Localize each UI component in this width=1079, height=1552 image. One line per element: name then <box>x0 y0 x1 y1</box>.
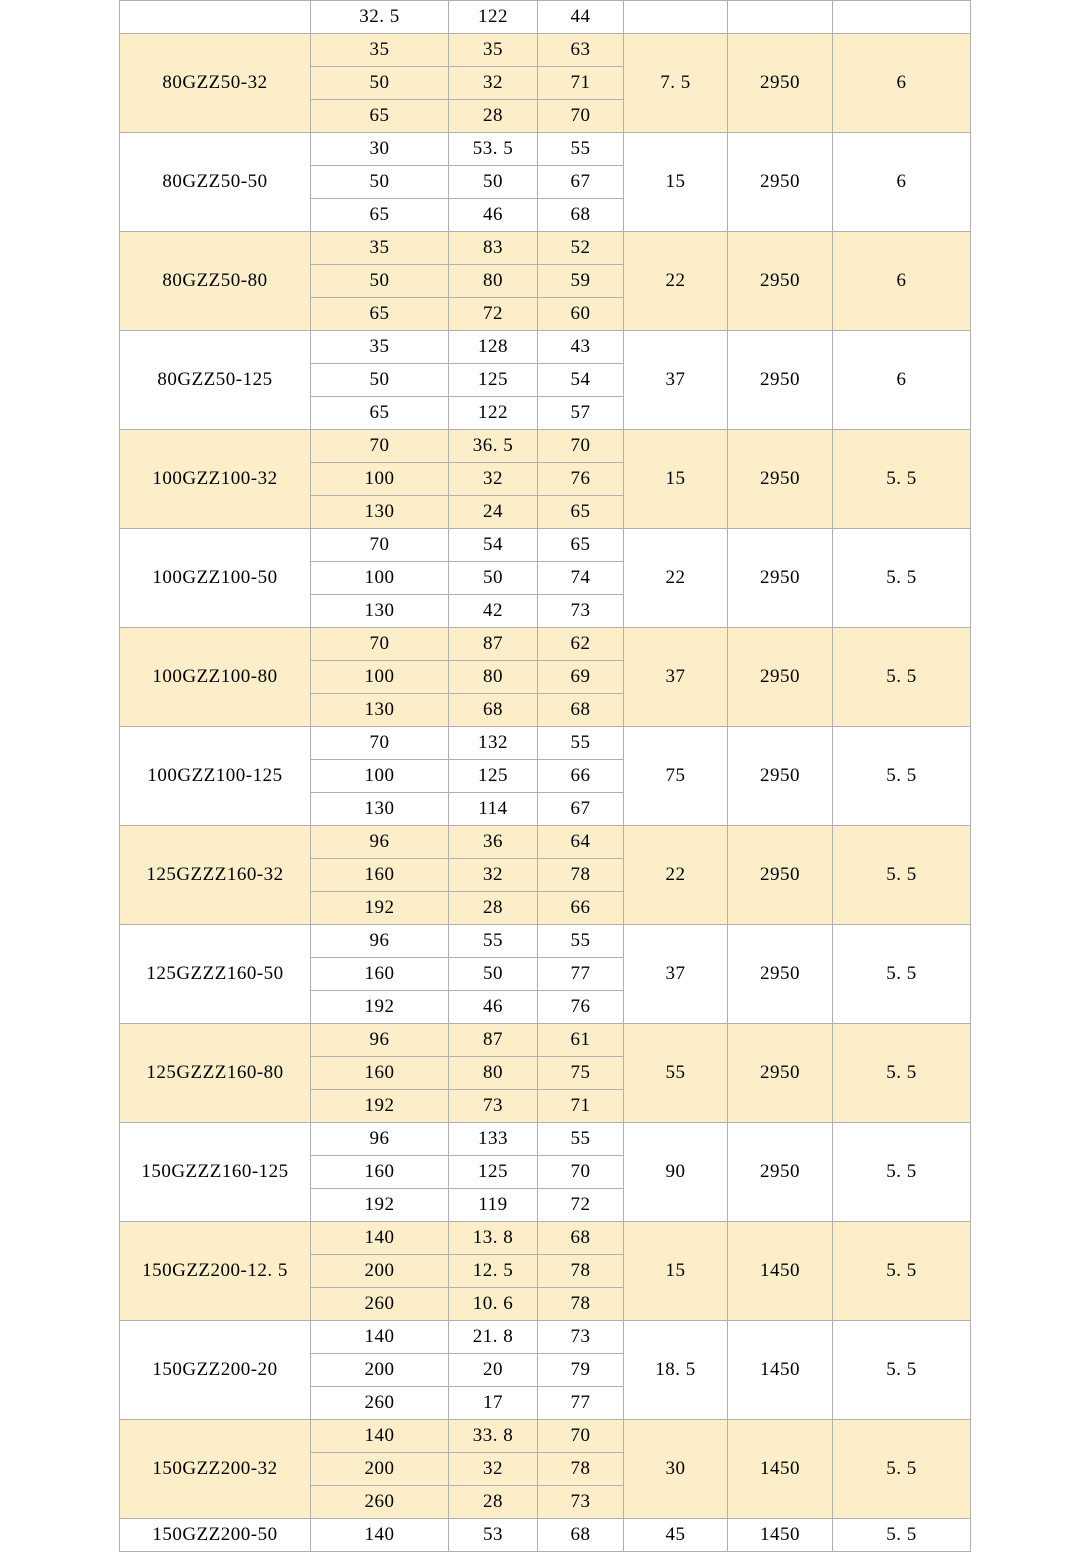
cell-head: 50 <box>449 958 538 991</box>
cell-efficiency: 70 <box>538 1420 624 1453</box>
cell-efficiency: 63 <box>538 34 624 67</box>
cell-flow: 192 <box>311 991 449 1024</box>
cell-efficiency: 61 <box>538 1024 624 1057</box>
cell-flow: 30 <box>311 133 449 166</box>
cell-flow: 50 <box>311 364 449 397</box>
cell-model: 100GZZ100-80 <box>120 628 311 727</box>
cell-flow: 260 <box>311 1486 449 1519</box>
cell-model <box>120 1 311 34</box>
cell-head: 32 <box>449 1453 538 1486</box>
cell-speed: 2950 <box>728 1123 833 1222</box>
cell-head: 114 <box>449 793 538 826</box>
cell-size: 5. 5 <box>833 529 971 628</box>
cell-head: 32 <box>449 463 538 496</box>
cell-size: 5. 5 <box>833 1420 971 1519</box>
table-row <box>120 133 971 166</box>
cell-head: 32 <box>449 67 538 100</box>
cell-power: 37 <box>624 331 728 430</box>
cell-speed: 1450 <box>728 1321 833 1420</box>
table-body <box>120 1 971 1552</box>
cell-head: 21. 8 <box>449 1321 538 1354</box>
cell-flow: 130 <box>311 694 449 727</box>
cell-model: 100GZZ100-125 <box>120 727 311 826</box>
cell-head: 133 <box>449 1123 538 1156</box>
cell-size: 5. 5 <box>833 628 971 727</box>
cell-flow: 140 <box>311 1519 449 1552</box>
cell-size: 6 <box>833 34 971 133</box>
cell-efficiency: 67 <box>538 793 624 826</box>
table-row <box>120 925 971 958</box>
cell-flow: 192 <box>311 1189 449 1222</box>
cell-power <box>624 1 728 34</box>
cell-model: 150GZZ200-32 <box>120 1420 311 1519</box>
cell-model: 125GZZZ160-32 <box>120 826 311 925</box>
cell-power: 18. 5 <box>624 1321 728 1420</box>
cell-power: 37 <box>624 925 728 1024</box>
table-row <box>120 1024 971 1057</box>
cell-efficiency: 68 <box>538 1519 624 1552</box>
cell-efficiency: 77 <box>538 1387 624 1420</box>
cell-head: 119 <box>449 1189 538 1222</box>
cell-head: 50 <box>449 166 538 199</box>
table-row <box>120 727 971 760</box>
cell-power: 22 <box>624 826 728 925</box>
cell-head: 36 <box>449 826 538 859</box>
cell-size <box>833 1 971 34</box>
table-row <box>120 1420 971 1453</box>
cell-head: 20 <box>449 1354 538 1387</box>
cell-flow: 140 <box>311 1321 449 1354</box>
cell-head: 122 <box>449 397 538 430</box>
cell-head: 122 <box>449 1 538 34</box>
cell-head: 28 <box>449 1486 538 1519</box>
cell-efficiency: 44 <box>538 1 624 34</box>
cell-efficiency: 67 <box>538 166 624 199</box>
cell-size: 5. 5 <box>833 430 971 529</box>
cell-speed: 2950 <box>728 529 833 628</box>
cell-efficiency: 68 <box>538 199 624 232</box>
cell-efficiency: 60 <box>538 298 624 331</box>
cell-efficiency: 71 <box>538 67 624 100</box>
cell-efficiency: 78 <box>538 1453 624 1486</box>
cell-efficiency: 69 <box>538 661 624 694</box>
cell-head: 132 <box>449 727 538 760</box>
cell-model: 100GZZ100-32 <box>120 430 311 529</box>
cell-efficiency: 52 <box>538 232 624 265</box>
cell-efficiency: 64 <box>538 826 624 859</box>
cell-flow: 70 <box>311 430 449 463</box>
cell-head: 68 <box>449 694 538 727</box>
cell-flow: 160 <box>311 859 449 892</box>
cell-speed: 2950 <box>728 826 833 925</box>
cell-efficiency: 55 <box>538 727 624 760</box>
cell-efficiency: 72 <box>538 1189 624 1222</box>
cell-head: 32 <box>449 859 538 892</box>
cell-power: 75 <box>624 727 728 826</box>
cell-head: 13. 8 <box>449 1222 538 1255</box>
cell-flow: 50 <box>311 166 449 199</box>
cell-power: 22 <box>624 232 728 331</box>
cell-flow: 160 <box>311 1057 449 1090</box>
cell-efficiency: 66 <box>538 892 624 925</box>
cell-speed: 2950 <box>728 727 833 826</box>
cell-efficiency: 55 <box>538 925 624 958</box>
cell-power: 15 <box>624 133 728 232</box>
cell-efficiency: 77 <box>538 958 624 991</box>
cell-power: 45 <box>624 1519 728 1552</box>
cell-head: 55 <box>449 925 538 958</box>
cell-size: 5. 5 <box>833 826 971 925</box>
cell-flow: 96 <box>311 1024 449 1057</box>
cell-model: 100GZZ100-50 <box>120 529 311 628</box>
cell-head: 73 <box>449 1090 538 1123</box>
cell-power: 22 <box>624 529 728 628</box>
cell-efficiency: 55 <box>538 133 624 166</box>
cell-size: 5. 5 <box>833 1222 971 1321</box>
cell-flow: 200 <box>311 1354 449 1387</box>
cell-power: 7. 5 <box>624 34 728 133</box>
cell-flow: 100 <box>311 562 449 595</box>
table-row <box>120 430 971 463</box>
cell-flow: 50 <box>311 67 449 100</box>
cell-power: 30 <box>624 1420 728 1519</box>
cell-flow: 35 <box>311 232 449 265</box>
cell-head: 24 <box>449 496 538 529</box>
cell-size: 5. 5 <box>833 1321 971 1420</box>
cell-flow: 200 <box>311 1453 449 1486</box>
cell-head: 46 <box>449 991 538 1024</box>
cell-efficiency: 70 <box>538 1156 624 1189</box>
cell-efficiency: 65 <box>538 496 624 529</box>
cell-head: 83 <box>449 232 538 265</box>
cell-flow: 192 <box>311 1090 449 1123</box>
cell-head: 35 <box>449 34 538 67</box>
table-row <box>120 628 971 661</box>
table-row <box>120 1 971 34</box>
cell-flow: 192 <box>311 892 449 925</box>
cell-speed: 1450 <box>728 1420 833 1519</box>
cell-size: 6 <box>833 331 971 430</box>
cell-efficiency: 57 <box>538 397 624 430</box>
cell-head: 33. 8 <box>449 1420 538 1453</box>
cell-flow: 70 <box>311 727 449 760</box>
cell-efficiency: 70 <box>538 100 624 133</box>
cell-flow: 96 <box>311 925 449 958</box>
cell-head: 80 <box>449 265 538 298</box>
cell-model: 150GZZ200-50 <box>120 1519 311 1552</box>
cell-head: 53 <box>449 1519 538 1552</box>
cell-head: 87 <box>449 628 538 661</box>
cell-efficiency: 68 <box>538 694 624 727</box>
cell-flow: 160 <box>311 1156 449 1189</box>
cell-efficiency: 78 <box>538 1288 624 1321</box>
cell-speed: 2950 <box>728 628 833 727</box>
cell-flow: 100 <box>311 760 449 793</box>
cell-power: 90 <box>624 1123 728 1222</box>
cell-efficiency: 74 <box>538 562 624 595</box>
cell-head: 53. 5 <box>449 133 538 166</box>
cell-flow: 140 <box>311 1222 449 1255</box>
cell-efficiency: 70 <box>538 430 624 463</box>
cell-speed: 1450 <box>728 1519 833 1552</box>
cell-flow: 130 <box>311 793 449 826</box>
cell-head: 28 <box>449 892 538 925</box>
cell-size: 5. 5 <box>833 1024 971 1123</box>
cell-flow: 260 <box>311 1387 449 1420</box>
cell-speed: 2950 <box>728 925 833 1024</box>
cell-flow: 35 <box>311 34 449 67</box>
cell-flow: 65 <box>311 100 449 133</box>
cell-speed: 2950 <box>728 34 833 133</box>
cell-flow: 32. 5 <box>311 1 449 34</box>
cell-efficiency: 73 <box>538 1321 624 1354</box>
cell-head: 125 <box>449 760 538 793</box>
cell-efficiency: 62 <box>538 628 624 661</box>
cell-model: 150GZZZ160-125 <box>120 1123 311 1222</box>
cell-model: 80GZZ50-80 <box>120 232 311 331</box>
cell-flow: 96 <box>311 1123 449 1156</box>
cell-speed: 2950 <box>728 331 833 430</box>
cell-efficiency: 73 <box>538 1486 624 1519</box>
cell-flow: 100 <box>311 661 449 694</box>
cell-model: 80GZZ50-50 <box>120 133 311 232</box>
cell-head: 36. 5 <box>449 430 538 463</box>
cell-efficiency: 76 <box>538 991 624 1024</box>
cell-flow: 70 <box>311 529 449 562</box>
cell-efficiency: 75 <box>538 1057 624 1090</box>
table-row <box>120 34 971 67</box>
cell-model: 80GZZ50-125 <box>120 331 311 430</box>
cell-speed: 2950 <box>728 133 833 232</box>
table-row <box>120 1321 971 1354</box>
cell-efficiency: 59 <box>538 265 624 298</box>
cell-efficiency: 55 <box>538 1123 624 1156</box>
cell-head: 54 <box>449 529 538 562</box>
table-row <box>120 826 971 859</box>
cell-size: 6 <box>833 232 971 331</box>
cell-size: 5. 5 <box>833 1123 971 1222</box>
cell-head: 72 <box>449 298 538 331</box>
cell-head: 125 <box>449 1156 538 1189</box>
cell-head: 17 <box>449 1387 538 1420</box>
cell-flow: 200 <box>311 1255 449 1288</box>
cell-power: 15 <box>624 1222 728 1321</box>
table-row <box>120 1222 971 1255</box>
cell-flow: 100 <box>311 463 449 496</box>
cell-head: 50 <box>449 562 538 595</box>
cell-flow: 130 <box>311 496 449 529</box>
cell-efficiency: 66 <box>538 760 624 793</box>
cell-speed <box>728 1 833 34</box>
cell-efficiency: 79 <box>538 1354 624 1387</box>
pump-specification-table <box>119 0 971 1552</box>
cell-efficiency: 54 <box>538 364 624 397</box>
cell-flow: 65 <box>311 298 449 331</box>
cell-head: 80 <box>449 661 538 694</box>
cell-flow: 96 <box>311 826 449 859</box>
cell-head: 125 <box>449 364 538 397</box>
cell-flow: 160 <box>311 958 449 991</box>
cell-efficiency: 68 <box>538 1222 624 1255</box>
cell-model: 150GZZ200-12. 5 <box>120 1222 311 1321</box>
cell-head: 28 <box>449 100 538 133</box>
cell-head: 10. 6 <box>449 1288 538 1321</box>
cell-model: 125GZZZ160-50 <box>120 925 311 1024</box>
cell-efficiency: 73 <box>538 595 624 628</box>
cell-size: 6 <box>833 133 971 232</box>
cell-flow: 35 <box>311 331 449 364</box>
cell-speed: 2950 <box>728 1024 833 1123</box>
cell-flow: 65 <box>311 199 449 232</box>
cell-power: 55 <box>624 1024 728 1123</box>
cell-efficiency: 43 <box>538 331 624 364</box>
cell-flow: 65 <box>311 397 449 430</box>
cell-flow: 130 <box>311 595 449 628</box>
cell-model: 125GZZZ160-80 <box>120 1024 311 1123</box>
cell-power: 15 <box>624 430 728 529</box>
cell-efficiency: 78 <box>538 859 624 892</box>
cell-model: 150GZZ200-20 <box>120 1321 311 1420</box>
table-row <box>120 331 971 364</box>
cell-speed: 1450 <box>728 1222 833 1321</box>
cell-size: 5. 5 <box>833 727 971 826</box>
cell-flow: 260 <box>311 1288 449 1321</box>
table-row <box>120 1519 971 1552</box>
table-row <box>120 529 971 562</box>
cell-flow: 70 <box>311 628 449 661</box>
cell-efficiency: 71 <box>538 1090 624 1123</box>
cell-flow: 140 <box>311 1420 449 1453</box>
cell-model: 80GZZ50-32 <box>120 34 311 133</box>
cell-efficiency: 65 <box>538 529 624 562</box>
table-row <box>120 232 971 265</box>
cell-head: 12. 5 <box>449 1255 538 1288</box>
cell-efficiency: 78 <box>538 1255 624 1288</box>
cell-size: 5. 5 <box>833 1519 971 1552</box>
cell-head: 42 <box>449 595 538 628</box>
table-row <box>120 1123 971 1156</box>
cell-head: 128 <box>449 331 538 364</box>
cell-speed: 2950 <box>728 430 833 529</box>
cell-size: 5. 5 <box>833 925 971 1024</box>
cell-flow: 50 <box>311 265 449 298</box>
cell-efficiency: 76 <box>538 463 624 496</box>
cell-head: 80 <box>449 1057 538 1090</box>
cell-speed: 2950 <box>728 232 833 331</box>
cell-power: 37 <box>624 628 728 727</box>
cell-head: 87 <box>449 1024 538 1057</box>
cell-head: 46 <box>449 199 538 232</box>
